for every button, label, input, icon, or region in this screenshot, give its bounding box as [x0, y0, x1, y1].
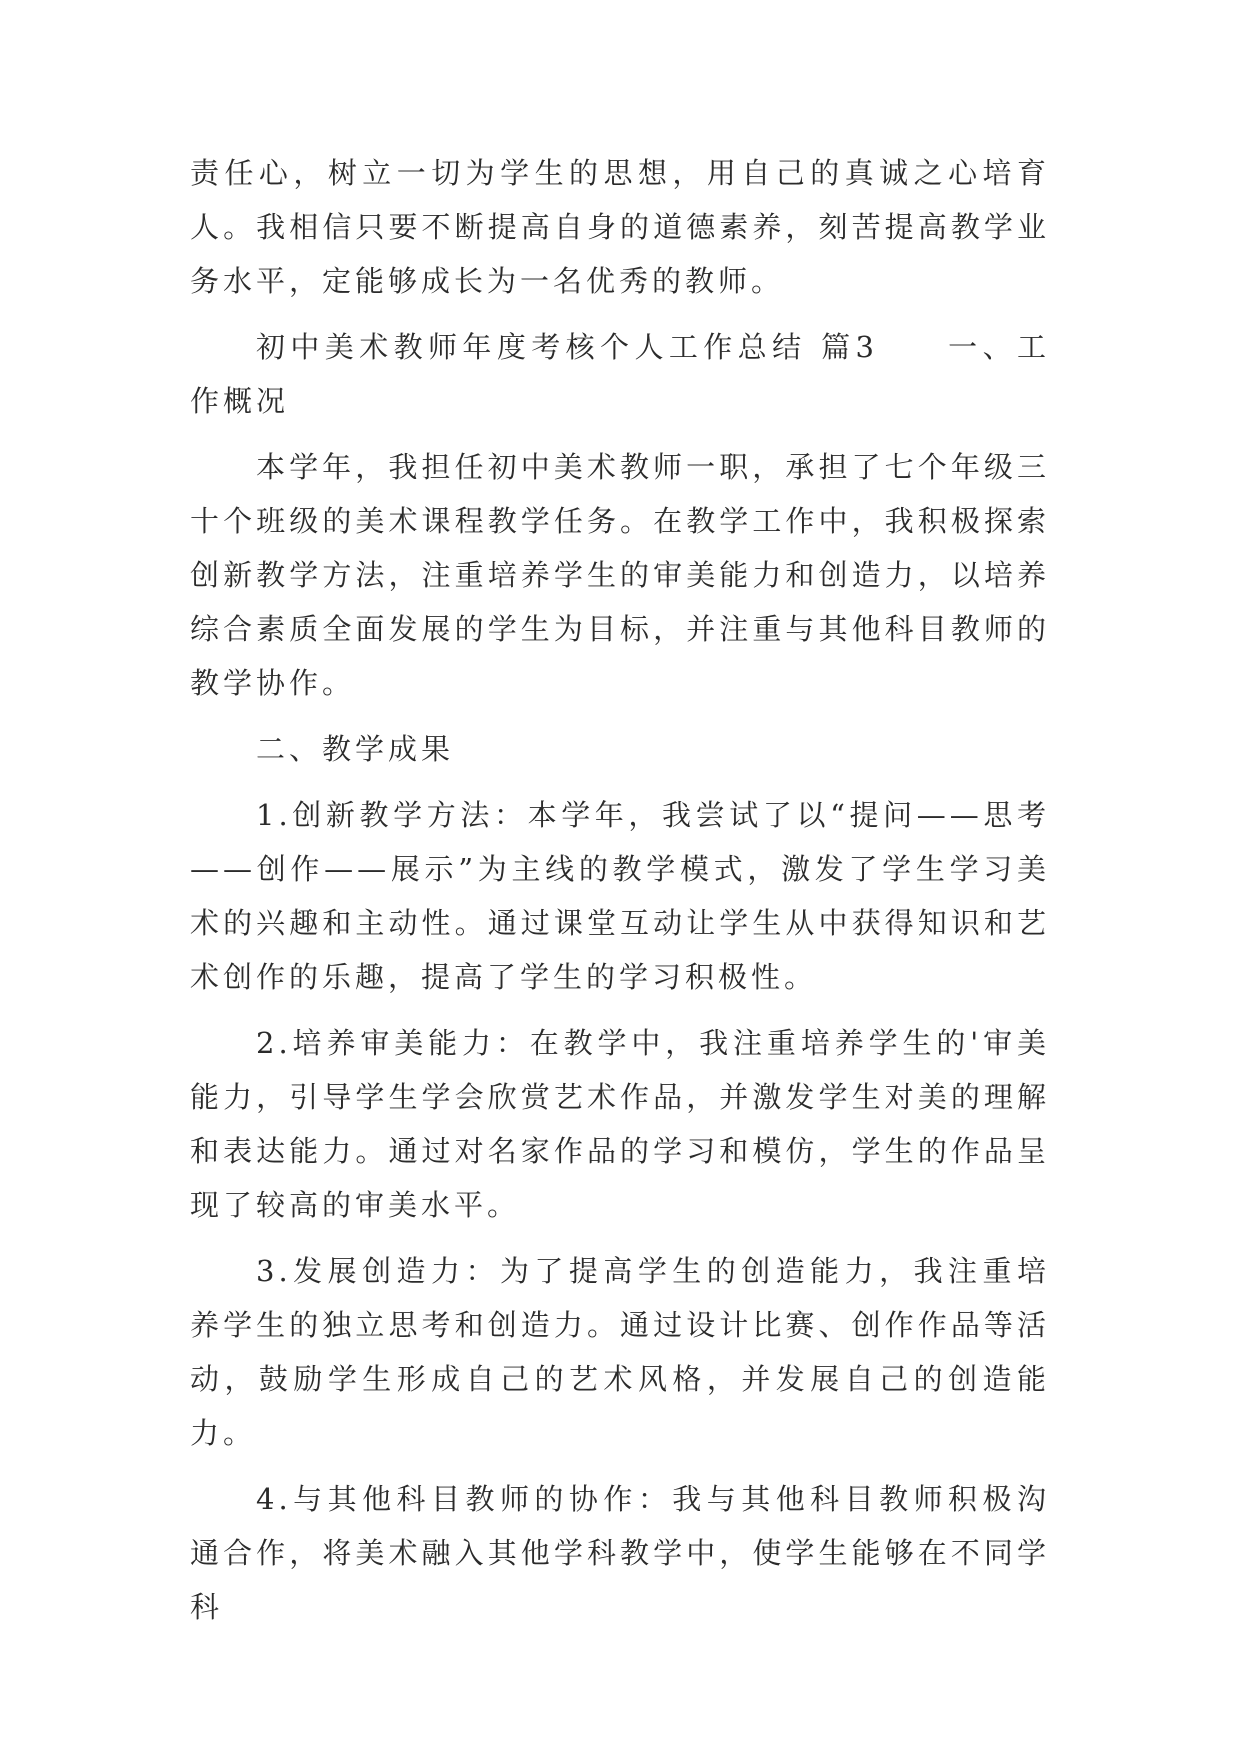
- paragraph-continuation: 责任心，树立一切为学生的思想，用自己的真诚之心培育人。我相信只要不断提高自身的道德素养，刻苦提高教学业务水平，定能够成长为一名优秀的教师。: [190, 156, 1050, 298]
- paragraph-item-2: 2.培养审美能力：在教学中，我注重培养学生的'审美能力，引导学生学会欣赏艺术作品，并激发学生对美的理解和表达能力。通过对名家作品的学习和模仿，学生的作品呈现了较高的审美水平。: [190, 1026, 1050, 1222]
- paragraph-item-4: 4.与其他科目教师的协作：我与其他科目教师积极沟通合作，将美术融入其他学科教学中，使学生能够在不同学科: [190, 1482, 1050, 1624]
- paragraph-item-3: 3.发展创造力：为了提高学生的创造能力，我注重培养学生的独立思考和创造力。通过设计比赛、创作作品等活动，鼓励学生形成自己的艺术风格，并发展自己的创造能力。: [190, 1254, 1050, 1450]
- document-body: [190, 146, 1050, 1634]
- paragraph-teaching-results-heading: 二、教学成果: [256, 732, 455, 766]
- paragraph-section-heading: 初中美术教师年度考核个人工作总结 篇3 一、工作概况: [190, 330, 1050, 418]
- paragraph-work-overview: 本学年，我担任初中美术教师一职，承担了七个年级三十个班级的美术课程教学任务。在教学工作中，我积极探索创新教学方法，注重培养学生的审美能力和创造力，以培养综合素质全面发展的学生为目标，并注重与其他科目教师的教学协作。: [190, 450, 1050, 700]
- paragraph-item-1: 1.创新教学方法：本学年，我尝试了以“提问——思考——创作——展示”为主线的教学模式，激发了学生学习美术的兴趣和主动性。通过课堂互动让学生从中获得知识和艺术创作的乐趣，提高了学生的学习积极性。: [190, 798, 1050, 994]
